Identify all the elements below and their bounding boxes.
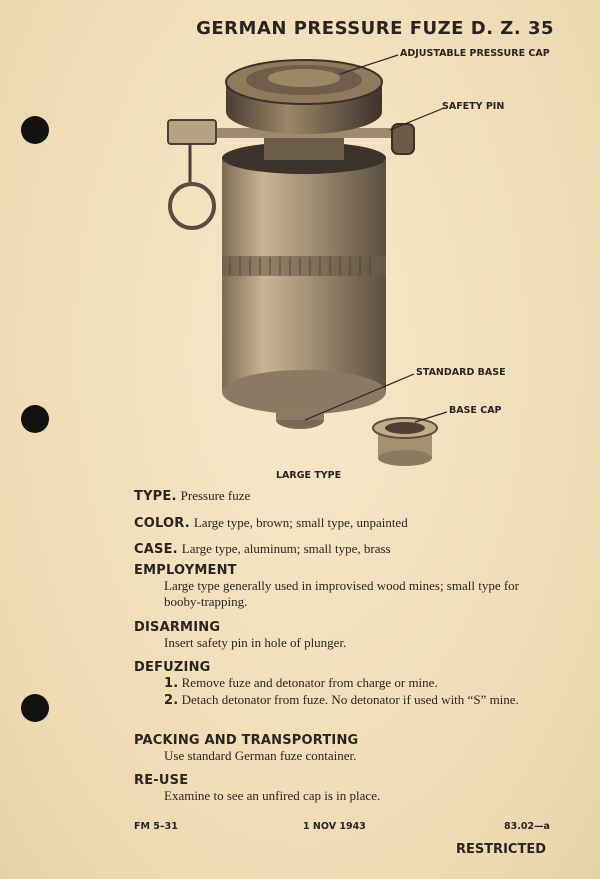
callout-standard-base: STANDARD BASE <box>416 367 506 378</box>
color-label: COLOR. <box>134 516 190 531</box>
disarming-text: Insert safety pin in hole of plunger. <box>164 635 347 650</box>
packing-label: PACKING AND TRANSPORTING <box>134 733 359 748</box>
packing-text: Use standard German fuze container. <box>164 748 357 763</box>
section-packing <box>134 733 548 764</box>
type-label: TYPE. <box>134 489 177 504</box>
step-text: Remove fuze and detonator from charge or mine. <box>181 675 438 690</box>
fuze-body <box>222 158 386 406</box>
employment-label: EMPLOYMENT <box>134 563 237 578</box>
section-employment <box>134 563 548 610</box>
footer-date: 1 NOV 1943 <box>303 821 366 832</box>
case-text: Large type, aluminum; small type, brass <box>181 541 391 556</box>
section-disarming <box>134 620 548 651</box>
section-type <box>134 487 548 505</box>
page-title: GERMAN PRESSURE FUZE D. Z. 35 <box>196 18 554 39</box>
step-text: Detach detonator from fuze. No detonator if used with “S” mine. <box>181 692 519 707</box>
callout-safety-pin: SAFETY PIN <box>442 101 505 112</box>
defuzing-step-2 <box>134 692 548 709</box>
disarming-label: DISARMING <box>134 620 221 635</box>
reuse-label: RE-USE <box>134 773 189 788</box>
classification-stamp: RESTRICTED <box>455 842 546 857</box>
section-reuse <box>134 773 548 804</box>
color-text: Large type, brown; small type, unpainted <box>193 515 408 530</box>
step-number: 1. <box>164 676 179 691</box>
binder-hole-bottom <box>21 694 49 722</box>
footer-page-number: 83.02—a <box>504 821 550 832</box>
callout-adjustable-pressure-cap: ADJUSTABLE PRESSURE CAP <box>400 48 550 59</box>
callout-base-cap: BASE CAP <box>449 405 502 416</box>
section-case <box>134 540 548 558</box>
defuzing-step-1 <box>134 675 548 692</box>
section-color <box>134 514 548 532</box>
section-defuzing <box>134 660 548 709</box>
defuzing-label: DEFUZING <box>134 660 211 675</box>
employment-text: Large type generally used in improvised wood mines; small type for booby-trapping. <box>164 578 520 609</box>
case-label: CASE. <box>134 542 178 557</box>
step-number: 2. <box>164 693 179 708</box>
figure-caption: LARGE TYPE <box>276 470 342 481</box>
type-text: Pressure fuze <box>180 488 251 503</box>
footer-manual: FM 5–31 <box>134 821 178 832</box>
reuse-text: Examine to see an unfired cap is in place. <box>164 788 381 803</box>
knurled-band <box>222 256 386 276</box>
pull-ring <box>170 184 214 228</box>
